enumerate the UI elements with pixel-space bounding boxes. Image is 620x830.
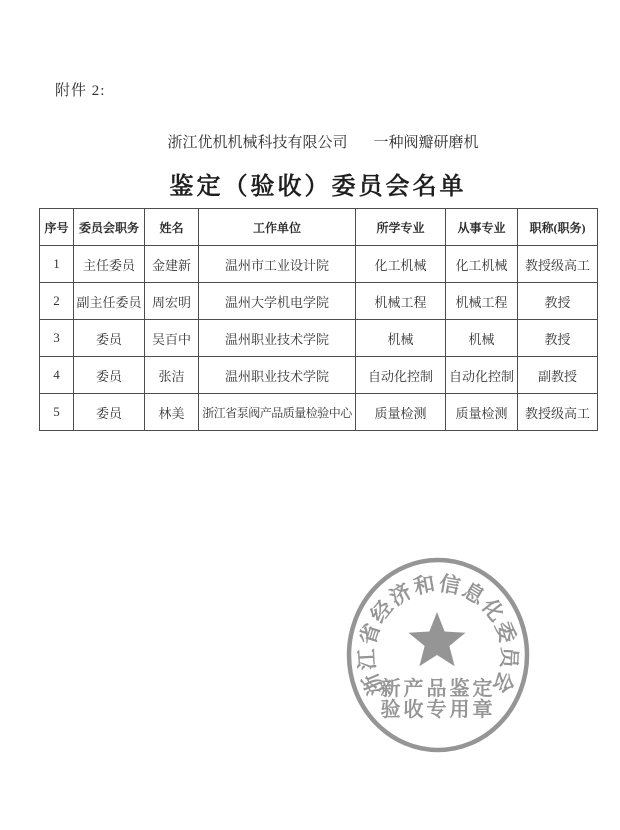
header-cell-index: 序号: [40, 209, 74, 246]
table-cell: 周宏明: [145, 283, 199, 320]
table-cell: 浙江省泵阀产品质量检验中心: [199, 394, 356, 431]
table-cell: 教授级高工: [518, 246, 598, 283]
header-cell-title: 职称(职务): [518, 209, 598, 246]
table-row: [40, 357, 598, 394]
table-cell: 2: [40, 283, 74, 320]
table-cell: 质量检测: [356, 394, 446, 431]
table-row: [40, 320, 598, 357]
table-cell: 温州职业技术学院: [199, 357, 356, 394]
table-cell: 委员: [74, 394, 145, 431]
table-cell: 机械工程: [446, 283, 518, 320]
header-cell-major-engaged: 从事专业: [446, 209, 518, 246]
seal-ring-text: 浙江省经济和信息化委员会: [354, 571, 522, 699]
star-icon: [408, 612, 465, 666]
table-cell: 4: [40, 357, 74, 394]
product-name: 一种阀瓣研磨机: [373, 135, 479, 151]
table-cell: 机械: [356, 320, 446, 357]
table-cell: 质量检测: [446, 394, 518, 431]
table-cell: 金建新: [145, 246, 199, 283]
table-cell: 委员: [74, 357, 145, 394]
table-cell: 副教授: [518, 357, 598, 394]
table-cell: 林美: [145, 394, 199, 431]
table-cell: 主任委员: [74, 246, 145, 283]
subtitle-line: [0, 131, 620, 152]
company-name: 浙江优机机械科技有限公司: [167, 135, 348, 151]
table-cell: 化工机械: [446, 246, 518, 283]
seal-line1: 新产品鉴定: [380, 678, 496, 700]
table-cell: 委员: [74, 320, 145, 357]
table-cell: 副主任委员: [74, 283, 145, 320]
table-cell: 教授: [518, 283, 598, 320]
table-row: [40, 246, 598, 283]
table-cell: 1: [40, 246, 74, 283]
table-row: [40, 283, 598, 320]
page-title: 鉴定（验收）委员会名单: [169, 174, 467, 200]
table-cell: 3: [40, 320, 74, 357]
header-cell-major-studied: 所学专业: [356, 209, 446, 246]
table-row: [40, 394, 598, 431]
table-cell: 教授级高工: [518, 394, 598, 431]
header-cell-workunit: 工作单位: [199, 209, 356, 246]
seal-line2: 验收专用章: [380, 699, 496, 721]
table-cell: 张洁: [145, 357, 199, 394]
official-seal: [330, 548, 546, 764]
table-cell: 吴百中: [145, 320, 199, 357]
table-cell: 教授: [518, 320, 598, 357]
table-cell: 自动化控制: [356, 357, 446, 394]
table-cell: 温州大学机电学院: [199, 283, 356, 320]
table-cell: 温州市工业设计院: [199, 246, 356, 283]
table-cell: 机械: [446, 320, 518, 357]
table-cell: 自动化控制: [446, 357, 518, 394]
table-cell: 机械工程: [356, 283, 446, 320]
table-cell: 5: [40, 394, 74, 431]
committee-table: [39, 208, 598, 431]
header-cell-role: 委员会职务: [74, 209, 145, 246]
table-cell: 温州职业技术学院: [199, 320, 356, 357]
table-header-row: [40, 209, 598, 246]
table-cell: 化工机械: [356, 246, 446, 283]
attachment-label: 附件 2:: [55, 83, 106, 99]
header-cell-name: 姓名: [145, 209, 199, 246]
